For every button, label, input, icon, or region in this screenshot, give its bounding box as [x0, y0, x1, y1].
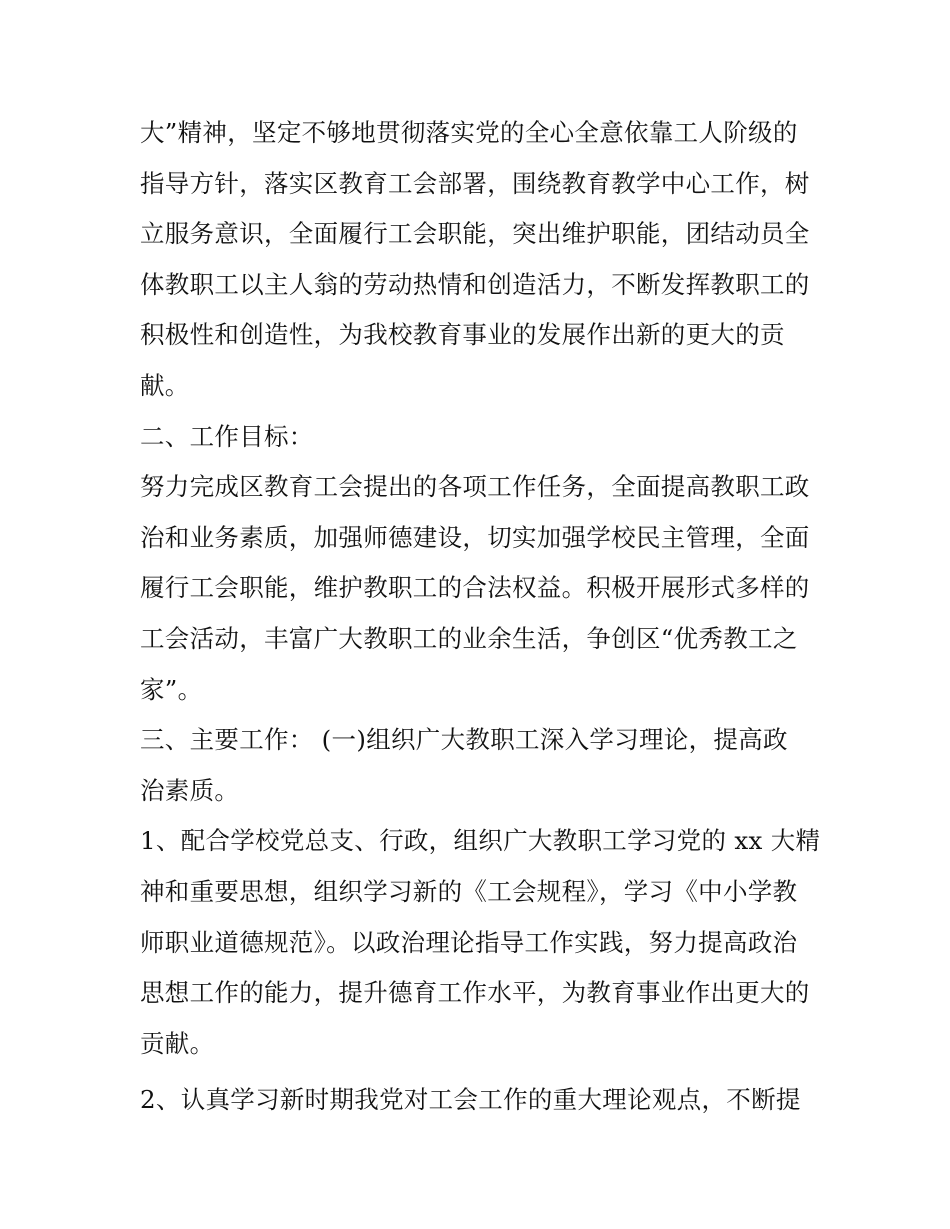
text-line: 治和业务素质，加强师德建设，切实加强学校民主管理，全面: [140, 522, 810, 552]
list-item-line: 2、认真学习新时期我党对工会工作的重大理论观点，不断提: [140, 1085, 801, 1115]
list-item-line: 1、配合学校党总支、行政，组织广大教职工学习党的 xx 大精: [140, 826, 821, 856]
text-line: 献。: [140, 370, 190, 400]
text-line: 神和重要思想，组织学习新的《工会规程》，学习《中小学教: [140, 876, 798, 906]
text-line: 师职业道德规范》。以政治理论指导工作实践，努力提高政治: [140, 927, 798, 957]
text-line: 家”。: [140, 674, 203, 704]
text-line: 立服务意识，全面履行工会职能，突出维护职能，团结动员全: [140, 219, 810, 249]
text-line: 治素质。: [140, 775, 240, 805]
text-line: 思想工作的能力，提升德育工作水平，为教育事业作出更大的: [140, 978, 810, 1008]
text-line: 努力完成区教育工会提出的各项工作任务，全面提高教职工政: [140, 472, 810, 502]
body-text: [140, 108, 830, 1126]
section-heading: 三、主要工作： (一)组织广大教职工深入学习理论，提高政: [140, 725, 788, 755]
section-heading: 二、工作目标：: [140, 421, 314, 451]
text-line: 工会活动，丰富广大教职工的业余生活，争创区“优秀教工之: [140, 623, 798, 653]
text-line: 体教职工以主人翁的劳动热情和创造活力，不断发挥教职工的: [140, 269, 810, 299]
text-line: 大”精神，坚定不够地贯彻落实党的全心全意依靠工人阶级的: [140, 118, 798, 147]
text-line: 贡献。: [140, 1028, 215, 1058]
text-line: 指导方针，落实区教育工会部署，围绕教育教学中心工作，树: [140, 168, 810, 198]
text-line: 履行工会职能，维护教职工的合法权益。积极开展形式多样的: [140, 573, 810, 603]
text-line: 积极性和创造性，为我校教育事业的发展作出新的更大的贡: [140, 320, 785, 350]
